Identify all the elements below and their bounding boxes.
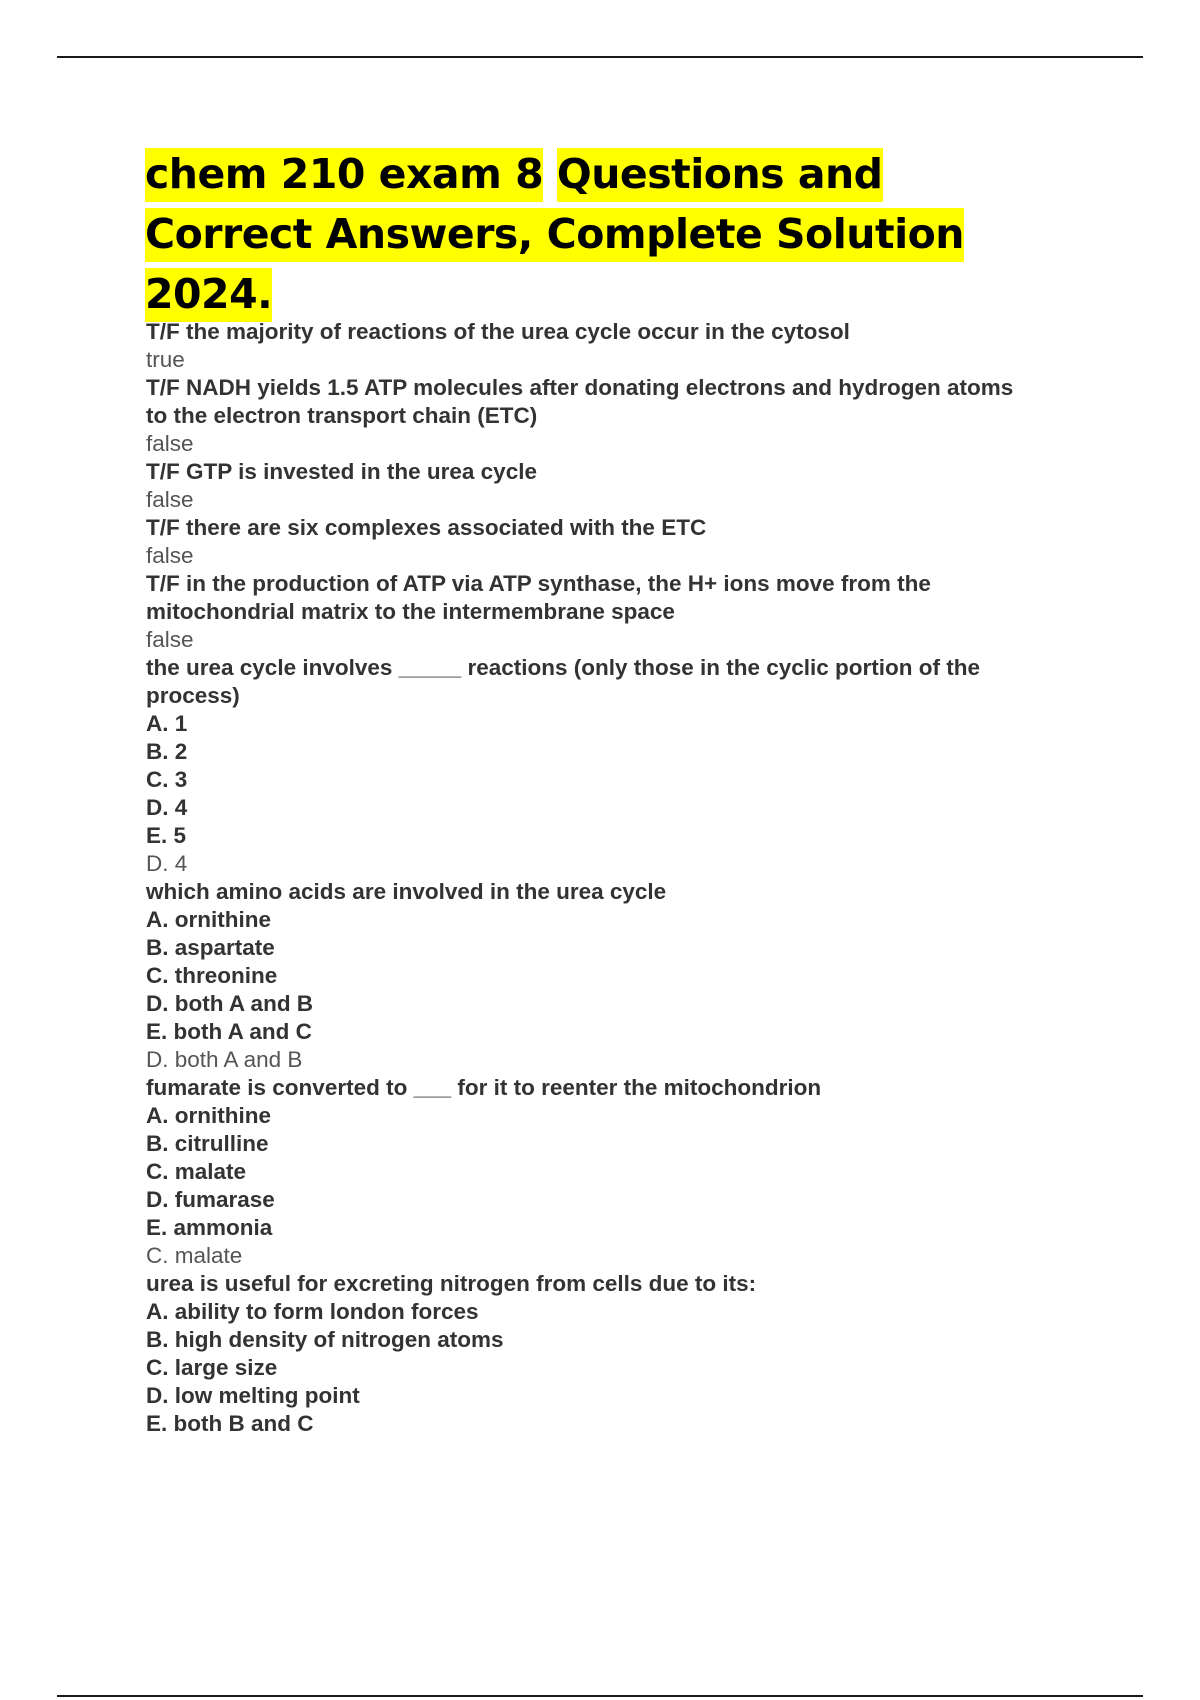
option-line: A. ornithine (146, 1103, 271, 1128)
question-line: urea is useful for excreting nitrogen from cells due to its: (146, 1271, 757, 1296)
answer-line: C. malate (146, 1243, 243, 1268)
question-line: T/F there are six complexes associated with the ETC (146, 515, 707, 540)
answer-line: false (146, 627, 194, 652)
title-part-2: Questions and Correct Answers, Complete Solution 2024. (145, 148, 964, 322)
option-line: C. threonine (146, 963, 278, 988)
answer-line: false (146, 487, 194, 512)
option-line: D. low melting point (146, 1383, 360, 1408)
bottom-divider (57, 1695, 1143, 1697)
option-line: E. both A and C (146, 1019, 312, 1044)
option-line: E. ammonia (146, 1215, 273, 1240)
question-line: T/F in the production of ATP via ATP synthase, the H+ ions move from the (146, 571, 931, 596)
option-line: E. 5 (146, 823, 187, 848)
option-line: B. high density of nitrogen atoms (146, 1327, 504, 1352)
option-line: B. citrulline (146, 1131, 269, 1156)
option-line: A. ornithine (146, 907, 271, 932)
option-line: C. malate (146, 1159, 247, 1184)
title-part-1: chem 210 exam 8 (145, 148, 543, 202)
option-line: D. fumarase (146, 1187, 275, 1212)
question-line: to the electron transport chain (ETC) (146, 403, 538, 428)
answer-line: D. 4 (146, 851, 188, 876)
option-line: E. both B and C (146, 1411, 314, 1436)
question-line: T/F GTP is invested in the urea cycle (146, 459, 537, 484)
answer-line: false (146, 543, 194, 568)
answer-line: true (146, 347, 185, 372)
question-line: fumarate is converted to ___ for it to reenter the mitochondrion (146, 1075, 822, 1100)
question-answer-list (146, 318, 1106, 1438)
option-line: D. 4 (146, 795, 188, 820)
option-line: C. large size (146, 1355, 278, 1380)
question-line: T/F the majority of reactions of the urea cycle occur in the cytosol (146, 319, 850, 344)
question-line: which amino acids are involved in the urea cycle (146, 879, 667, 904)
option-line: A. 1 (146, 711, 188, 736)
top-divider (57, 56, 1143, 58)
option-line: C. 3 (146, 767, 188, 792)
option-line: B. aspartate (146, 935, 275, 960)
question-line: T/F NADH yields 1.5 ATP molecules after donating electrons and hydrogen atoms (146, 375, 1014, 400)
question-line: process) (146, 683, 240, 708)
answer-line: D. both A and B (146, 1047, 303, 1072)
option-line: A. ability to form london forces (146, 1299, 479, 1324)
option-line: D. both A and B (146, 991, 314, 1016)
question-line: the urea cycle involves _____ reactions (only those in the cyclic portion of the (146, 655, 981, 680)
question-line: mitochondrial matrix to the intermembrane space (146, 599, 675, 624)
page-title (145, 144, 1045, 324)
option-line: B. 2 (146, 739, 188, 764)
answer-line: false (146, 431, 194, 456)
